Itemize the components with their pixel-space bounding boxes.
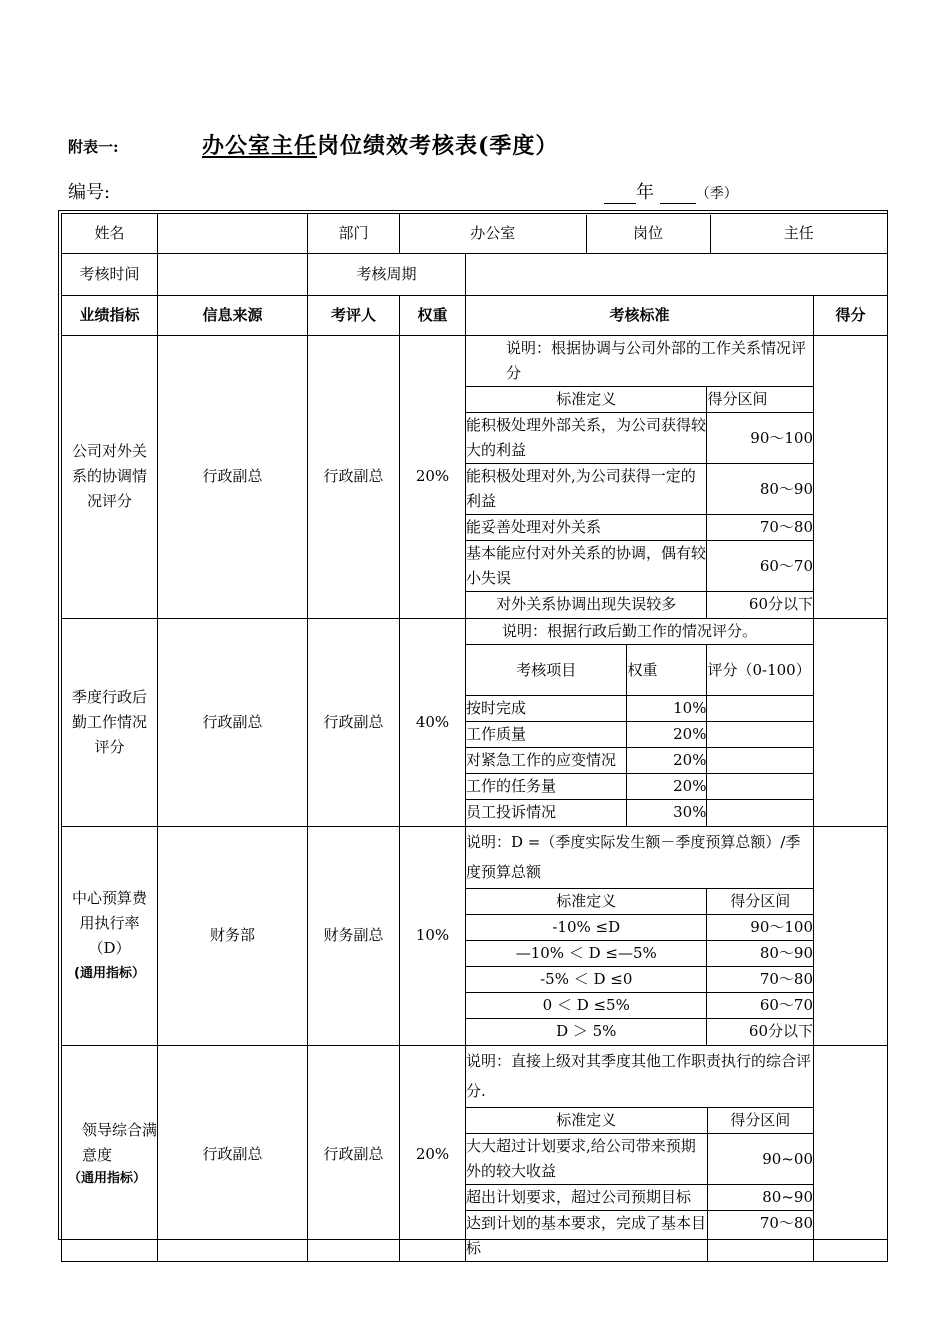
kpi-indicator-text: 中心预算费用执行率（D） bbox=[71, 888, 147, 957]
kpi-note: 说明：D =（季度实际发生额－季度预算总额）/季度预算总额 bbox=[466, 827, 813, 889]
item-name: 对紧急工作的应变情况 bbox=[466, 748, 627, 774]
col-score: 得分 bbox=[814, 296, 888, 336]
kpi-indicator: 季度行政后勤工作情况评分 bbox=[62, 618, 158, 826]
post-value[interactable]: 主任 bbox=[710, 215, 887, 253]
name-label: 姓名 bbox=[62, 214, 158, 254]
kpi-indicator bbox=[62, 826, 158, 1045]
standard-def: -5% ＜ D ≤0 bbox=[466, 967, 707, 993]
sub-header-item: 考核项目 bbox=[466, 645, 627, 696]
season-blank[interactable] bbox=[660, 185, 696, 204]
season-label: （季） bbox=[695, 186, 738, 202]
title-underlined: 办公室主任 bbox=[202, 133, 318, 159]
kpi-score[interactable] bbox=[814, 1045, 888, 1262]
kpi-indicator bbox=[62, 1045, 158, 1262]
kpi-score[interactable] bbox=[814, 336, 888, 619]
standard-range: 60分以下 bbox=[707, 592, 813, 618]
dept-post-cell bbox=[400, 214, 888, 254]
col-indicator: 业绩指标 bbox=[62, 296, 158, 336]
kpi-tag: (通用指标） bbox=[74, 965, 145, 981]
item-score[interactable] bbox=[707, 722, 813, 748]
year-blank[interactable] bbox=[604, 185, 636, 204]
year-label: 年 bbox=[636, 182, 654, 203]
sub-header-weight: 权重 bbox=[627, 645, 707, 696]
item-score[interactable] bbox=[707, 774, 813, 800]
kpi-note: 说明：根据协调与公司外部的工作关系情况评分 bbox=[466, 336, 813, 387]
standard-range: 80～90 bbox=[707, 464, 813, 515]
col-evaluator: 考评人 bbox=[308, 296, 400, 336]
number-label: 编号: bbox=[68, 182, 111, 203]
standard-range: 70～80 bbox=[707, 967, 813, 993]
kpi-weight: 20% bbox=[400, 1045, 466, 1262]
standard-range: 60～70 bbox=[707, 541, 813, 592]
item-name: 员工投诉情况 bbox=[466, 800, 627, 826]
kpi-evaluator: 行政副总 bbox=[308, 618, 400, 826]
kpi-score[interactable] bbox=[814, 826, 888, 1045]
standard-def: D ＞ 5% bbox=[466, 1019, 707, 1045]
kpi-tag: （通用指标） bbox=[68, 1171, 147, 1187]
kpi-evaluator: 行政副总 bbox=[308, 1045, 400, 1262]
item-weight: 20% bbox=[627, 748, 707, 774]
kpi-standard bbox=[466, 336, 814, 619]
post-label: 岗位 bbox=[586, 215, 710, 253]
appendix-label: 附表一: bbox=[68, 138, 119, 156]
standard-def: 对外关系协调出现失误较多 bbox=[466, 592, 707, 618]
item-name: 按时完成 bbox=[466, 696, 627, 722]
appraisal-table-frame bbox=[58, 210, 888, 1257]
kpi-weight: 10% bbox=[400, 826, 466, 1045]
item-name: 工作质量 bbox=[466, 722, 627, 748]
standard-def: 大大超过计划要求,给公司带来预期外的较大收益 bbox=[466, 1134, 707, 1185]
sub-header-range: 得分区间 bbox=[707, 387, 813, 413]
item-name: 工作的任务量 bbox=[466, 774, 627, 800]
item-score[interactable] bbox=[707, 748, 813, 774]
kpi-standard bbox=[466, 826, 814, 1045]
kpi-score[interactable] bbox=[814, 618, 888, 826]
standard-range: 90~00 bbox=[707, 1134, 813, 1185]
item-weight: 10% bbox=[627, 696, 707, 722]
dept-label: 部门 bbox=[308, 214, 400, 254]
kpi-evaluator: 财务副总 bbox=[308, 826, 400, 1045]
standard-def: 达到计划的基本要求，完成了基本目标 bbox=[466, 1211, 707, 1262]
standard-range: 60～70 bbox=[707, 993, 813, 1019]
item-weight: 20% bbox=[627, 774, 707, 800]
kpi-source: 行政副总 bbox=[158, 1045, 308, 1262]
standard-range: 80～90 bbox=[707, 941, 813, 967]
standard-def: 能积极处理对外,为公司获得一定的利益 bbox=[466, 464, 707, 515]
kpi-note: 说明：直接上级对其季度其他工作职责执行的综合评分. bbox=[466, 1046, 813, 1108]
col-source: 信息来源 bbox=[158, 296, 308, 336]
column-header-row bbox=[62, 296, 888, 336]
kpi-row bbox=[62, 336, 888, 619]
item-weight: 30% bbox=[627, 800, 707, 826]
standard-def: 超出计划要求，超过公司预期目标 bbox=[466, 1185, 707, 1211]
kpi-standard bbox=[466, 1045, 814, 1262]
year-season-row bbox=[604, 178, 738, 204]
sub-header-def: 标准定义 bbox=[466, 1108, 707, 1134]
dept-value[interactable]: 办公室 bbox=[400, 215, 586, 253]
col-standard: 考核标准 bbox=[466, 296, 814, 336]
kpi-note: 说明：根据行政后勤工作的情况评分。 bbox=[466, 619, 813, 645]
kpi-standard bbox=[466, 618, 814, 826]
standard-def: 0 ＜ D ≤5% bbox=[466, 993, 707, 1019]
kpi-weight: 40% bbox=[400, 618, 466, 826]
kpi-row bbox=[62, 826, 888, 1045]
standard-range: 80~90 bbox=[707, 1185, 813, 1211]
appraisal-table bbox=[61, 213, 888, 1262]
standard-def: 能积极处理外部关系，为公司获得较大的利益 bbox=[466, 413, 707, 464]
standard-range: 70～80 bbox=[707, 1211, 813, 1262]
kpi-source: 财务部 bbox=[158, 826, 308, 1045]
period-value[interactable] bbox=[466, 254, 888, 296]
kpi-evaluator: 行政副总 bbox=[308, 336, 400, 619]
period-label: 考核周期 bbox=[308, 254, 466, 296]
sub-header-def: 标准定义 bbox=[466, 387, 707, 413]
standard-range: 90～100 bbox=[707, 915, 813, 941]
item-weight: 20% bbox=[627, 722, 707, 748]
standard-range: 90～100 bbox=[707, 413, 813, 464]
kpi-source: 行政副总 bbox=[158, 336, 308, 619]
sub-header-range: 得分区间 bbox=[707, 889, 813, 915]
page-title bbox=[202, 129, 558, 160]
title-rest: 岗位绩效考核表(季度） bbox=[317, 133, 559, 159]
kpi-row bbox=[62, 1045, 888, 1262]
sub-header-score: 评分（0-100） bbox=[707, 645, 813, 696]
kpi-weight: 20% bbox=[400, 336, 466, 619]
kpi-row bbox=[62, 618, 888, 826]
item-score[interactable] bbox=[707, 800, 813, 826]
sub-header-range: 得分区间 bbox=[707, 1108, 813, 1134]
name-value[interactable] bbox=[158, 214, 308, 254]
standard-def: 基本能应付对外关系的协调，偶有较小失误 bbox=[466, 541, 707, 592]
standard-def: -10% ≤D bbox=[466, 915, 707, 941]
standard-range: 70～80 bbox=[707, 515, 813, 541]
standard-def: 能妥善处理对外关系 bbox=[466, 515, 707, 541]
kpi-indicator-text: 领导综合满意度 bbox=[82, 1121, 158, 1165]
item-score[interactable] bbox=[707, 696, 813, 722]
kpi-source: 行政副总 bbox=[158, 618, 308, 826]
standard-def: —10% ＜ D ≤—5% bbox=[466, 941, 707, 967]
time-value[interactable] bbox=[158, 254, 308, 296]
info-row-1 bbox=[62, 214, 888, 254]
kpi-indicator: 公司对外关系的协调情况评分 bbox=[62, 336, 158, 619]
time-label: 考核时间 bbox=[62, 254, 158, 296]
col-weight: 权重 bbox=[400, 296, 466, 336]
info-row-2 bbox=[62, 254, 888, 296]
standard-range: 60分以下 bbox=[707, 1019, 813, 1045]
sub-header-def: 标准定义 bbox=[466, 889, 707, 915]
